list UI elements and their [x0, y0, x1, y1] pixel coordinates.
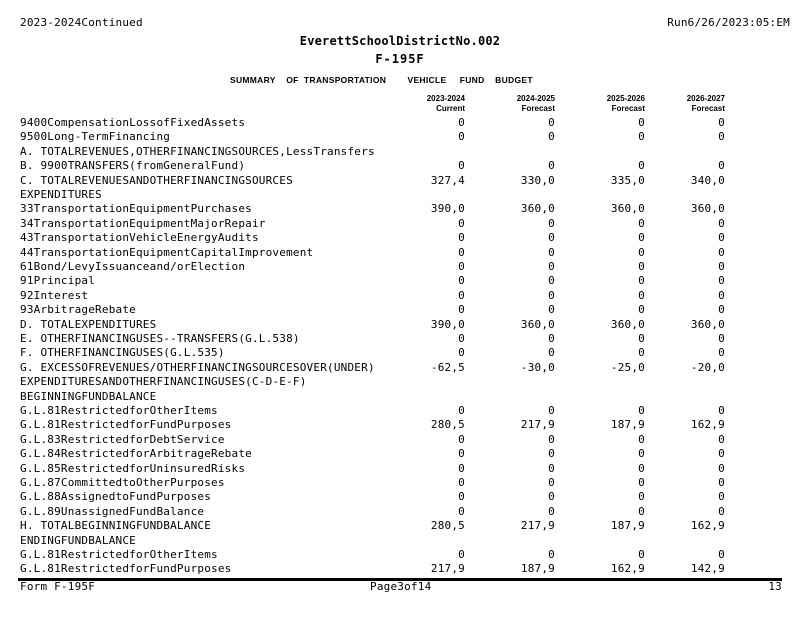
row-label: G.L.88AssignedtoFundPurposes	[20, 490, 212, 504]
table-row	[20, 174, 725, 188]
row-value: 0	[638, 404, 645, 417]
row-value: 0	[638, 303, 645, 317]
row-value: 360,0	[690, 317, 725, 331]
row-value: 0	[458, 245, 465, 259]
table-row	[20, 390, 725, 404]
row-value: 142,9	[690, 562, 725, 576]
column-year: 2023-2024	[426, 94, 465, 103]
table-row	[20, 418, 725, 432]
row-value: 280,5	[430, 418, 465, 432]
footer-page-number: 13	[768, 580, 782, 593]
row-value: 0	[458, 404, 465, 417]
table-row	[20, 534, 725, 548]
row-value: 0	[638, 346, 645, 360]
row-value: 0	[548, 130, 555, 144]
row-value: 0	[458, 504, 465, 518]
column-header-2	[565, 94, 645, 114]
row-label: C. TOTALREVENUESANDOTHERFINANCINGSOURCES	[20, 173, 293, 187]
table-row	[20, 260, 725, 274]
row-value: 187,9	[520, 562, 555, 576]
table-row	[20, 116, 725, 130]
row-value: 0	[718, 245, 725, 259]
row-label: F. OTHERFINANCINGUSES(G.L.535)	[20, 346, 225, 360]
row-value: 0	[548, 231, 555, 245]
table-row	[20, 462, 725, 476]
row-value: 0	[548, 216, 555, 230]
row-label: A. TOTALREVENUES,OTHERFINANCINGSOURCES,LessTransfers	[20, 144, 375, 158]
row-label: EXPENDITURES	[20, 188, 102, 201]
row-value: 0	[718, 476, 725, 489]
table-row	[20, 246, 725, 260]
row-label: 44TransportationEquipmentCapitalImprovement	[20, 245, 314, 259]
row-value: 0	[718, 303, 725, 317]
table-row	[20, 375, 725, 389]
row-value: 0	[638, 490, 645, 504]
row-value: 360,0	[520, 202, 555, 216]
column-year: 2024-2025	[516, 94, 555, 103]
row-value: 0	[718, 404, 725, 417]
row-value: 360,0	[610, 202, 645, 216]
row-value: 162,9	[690, 519, 725, 533]
table-row	[20, 159, 725, 173]
row-value: 0	[458, 490, 465, 504]
table-row	[20, 361, 725, 375]
row-value: 0	[548, 260, 555, 273]
row-value: 280,5	[430, 519, 465, 533]
row-value: 0	[458, 288, 465, 302]
row-value: 0	[458, 130, 465, 144]
table-row	[20, 145, 725, 159]
row-label: 93ArbitrageRebate	[20, 303, 136, 317]
row-value: 0	[638, 447, 645, 461]
row-value: 0	[548, 288, 555, 302]
district-title: EverettSchoolDistrictNo.002	[299, 34, 501, 48]
row-value: 0	[548, 116, 555, 129]
row-value: 0	[548, 404, 555, 417]
table-row	[20, 346, 725, 360]
row-value: 0	[548, 245, 555, 259]
header-continued: 2023-2024Continued	[20, 16, 143, 29]
table-row	[20, 404, 725, 418]
column-year: 2026-2027	[686, 94, 725, 103]
row-value: 0	[638, 116, 645, 129]
table-row	[20, 130, 725, 144]
column-type: Forecast	[691, 104, 725, 113]
row-label: 92Interest	[20, 288, 89, 302]
row-label: 9400CompensationLossofFixedAssets	[20, 116, 246, 129]
row-value: 0	[548, 476, 555, 489]
row-value: 0	[458, 332, 465, 345]
row-label: G.L.81RestrictedforFundPurposes	[20, 562, 232, 576]
table-row	[20, 289, 725, 303]
column-header-3	[645, 94, 725, 114]
row-value: 0	[718, 447, 725, 461]
row-value: 0	[718, 504, 725, 518]
row-value: 0	[718, 274, 725, 288]
row-label: 9500Long-TermFinancing	[20, 130, 171, 144]
row-value: 217,9	[520, 418, 555, 432]
table-row	[20, 519, 725, 533]
row-value: 0	[458, 447, 465, 461]
row-value: 0	[458, 116, 465, 129]
budget-subtitle: SUMMARY OF TRANSPORTATION VEHICLE FUND BUDGET	[230, 75, 533, 85]
table-row	[20, 476, 725, 490]
row-label: BEGINNINGFUNDBALANCE	[20, 389, 157, 403]
table-row	[20, 303, 725, 317]
row-value: -30,0	[520, 360, 555, 374]
row-value: 0	[638, 260, 645, 273]
row-value: 0	[458, 260, 465, 273]
row-value: 390,0	[430, 202, 465, 216]
row-label: ENDINGFUNDBALANCE	[20, 533, 136, 547]
table-row	[20, 447, 725, 461]
row-value: 0	[548, 461, 555, 475]
row-label: B. 9900TRANSFERS(fromGeneralFund)	[20, 159, 246, 173]
row-value: 0	[548, 447, 555, 461]
table-row	[20, 490, 725, 504]
row-value: 0	[458, 159, 465, 173]
row-value: 0	[718, 130, 725, 144]
row-value: 0	[548, 274, 555, 288]
row-value: 0	[458, 274, 465, 288]
row-value: 0	[638, 216, 645, 230]
column-header-0	[385, 94, 465, 114]
row-value: 0	[638, 504, 645, 518]
row-value: 0	[548, 346, 555, 360]
row-value: 327,4	[430, 173, 465, 187]
row-value: 187,9	[610, 519, 645, 533]
row-value: 0	[638, 548, 645, 561]
row-label: D. TOTALEXPENDITURES	[20, 317, 157, 331]
table-row	[20, 505, 725, 519]
row-label: G.L.81RestrictedforFundPurposes	[20, 418, 232, 432]
row-value: 0	[718, 548, 725, 561]
row-value: 0	[718, 332, 725, 345]
row-value: 0	[458, 476, 465, 489]
row-value: 0	[638, 231, 645, 245]
row-label: G.L.85RestrictedforUninsuredRisks	[20, 461, 246, 475]
row-value: 0	[718, 432, 725, 446]
form-code: F-195F	[375, 52, 425, 66]
row-value: 0	[638, 332, 645, 345]
row-value: 0	[458, 346, 465, 360]
row-label: 33TransportationEquipmentPurchases	[20, 202, 252, 216]
row-label: G.L.81RestrictedforOtherItems	[20, 404, 218, 417]
column-year: 2025-2026	[606, 94, 645, 103]
row-value: 0	[718, 461, 725, 475]
row-value: 0	[548, 332, 555, 345]
column-type: Forecast	[521, 104, 555, 113]
row-label: G. EXCESSOFREVENUES/OTHERFINANCINGSOURCESOVER(UNDER)	[20, 360, 375, 374]
row-value: 0	[638, 476, 645, 489]
row-value: 360,0	[520, 317, 555, 331]
row-label: G.L.89UnassignedFundBalance	[20, 504, 205, 518]
row-value: 335,0	[610, 173, 645, 187]
row-value: 0	[638, 432, 645, 446]
column-type: Current	[436, 104, 465, 113]
header-run-timestamp: Run6/26/2023:05:EM	[667, 16, 790, 29]
row-value: 390,0	[430, 317, 465, 331]
row-value: 0	[458, 303, 465, 317]
row-value: 162,9	[610, 562, 645, 576]
row-value: 0	[638, 461, 645, 475]
row-value: 0	[548, 159, 555, 173]
row-value: 0	[638, 245, 645, 259]
table-row	[20, 274, 725, 288]
row-value: 0	[718, 346, 725, 360]
table-row	[20, 548, 725, 562]
row-label: 61Bond/LevyIssuanceand/orElection	[20, 260, 246, 273]
row-value: 0	[458, 432, 465, 446]
row-value: 340,0	[690, 173, 725, 187]
column-type: Forecast	[611, 104, 645, 113]
table-row	[20, 433, 725, 447]
row-label: H. TOTALBEGINNINGFUNDBALANCE	[20, 519, 212, 533]
row-label: G.L.81RestrictedforOtherItems	[20, 548, 218, 561]
row-value: 187,9	[610, 418, 645, 432]
row-value: 0	[548, 548, 555, 561]
row-value: 0	[718, 288, 725, 302]
row-value: 217,9	[430, 562, 465, 576]
row-value: 360,0	[690, 202, 725, 216]
row-value: -62,5	[430, 360, 465, 374]
row-value: 0	[718, 490, 725, 504]
row-label: 91Principal	[20, 274, 96, 288]
table-row	[20, 217, 725, 231]
row-value: -25,0	[610, 360, 645, 374]
footer-page: Page3of14	[370, 580, 432, 593]
row-value: -20,0	[690, 360, 725, 374]
row-value: 0	[458, 216, 465, 230]
row-value: 0	[718, 260, 725, 273]
row-value: 0	[458, 231, 465, 245]
footer-form: Form F-195F	[20, 580, 96, 593]
row-label: E. OTHERFINANCINGUSES--TRANSFERS(G.L.538)	[20, 332, 300, 345]
row-value: 0	[638, 130, 645, 144]
table-row	[20, 202, 725, 216]
row-value: 330,0	[520, 173, 555, 187]
row-value: 0	[718, 159, 725, 173]
row-label: G.L.84RestrictedforArbitrageRebate	[20, 447, 252, 461]
row-value: 0	[458, 461, 465, 475]
table-row	[20, 231, 725, 245]
row-value: 0	[638, 274, 645, 288]
table-row	[20, 318, 725, 332]
row-label: EXPENDITURESANDOTHERFINANCINGUSES(C-D-E-F)	[20, 375, 307, 389]
table-row	[20, 562, 725, 576]
row-value: 0	[718, 116, 725, 129]
row-value: 0	[718, 231, 725, 245]
row-value: 0	[638, 288, 645, 302]
table-row	[20, 332, 725, 346]
row-value: 0	[458, 548, 465, 561]
column-header-1	[475, 94, 555, 114]
row-label: G.L.83RestrictedforDebtService	[20, 432, 225, 446]
table-row	[20, 188, 725, 202]
row-label: 34TransportationEquipmentMajorRepair	[20, 216, 266, 230]
row-value: 0	[548, 303, 555, 317]
row-value: 217,9	[520, 519, 555, 533]
row-value: 0	[548, 504, 555, 518]
row-value: 162,9	[690, 418, 725, 432]
row-value: 0	[548, 490, 555, 504]
row-value: 0	[638, 159, 645, 173]
row-label: 43TransportationVehicleEnergyAudits	[20, 231, 259, 245]
row-value: 0	[718, 216, 725, 230]
row-value: 360,0	[610, 317, 645, 331]
row-value: 0	[548, 432, 555, 446]
row-label: G.L.87CommittedtoOtherPurposes	[20, 476, 225, 489]
